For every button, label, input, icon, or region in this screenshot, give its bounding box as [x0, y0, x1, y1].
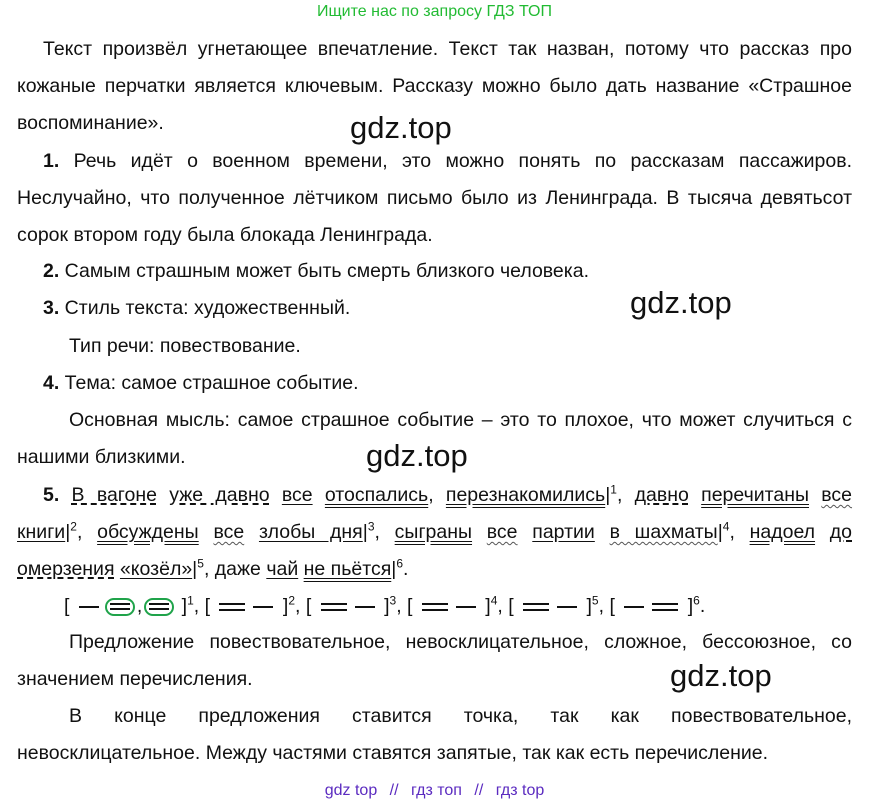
answer-4 [17, 365, 852, 402]
sentence-schema: [ , ]$^1$, [ ]$^2$, [ ]$^3$, [ ]$^4$, [ ]$^5$, [ ]$^6$. [64, 593, 706, 617]
schema-subject-line [624, 606, 644, 608]
schema-part-number: 1 [187, 593, 194, 608]
footer-link[interactable]: gdz top [324, 782, 378, 799]
answer-5-number: 5. [43, 484, 60, 506]
sentence-attribute: все [821, 484, 853, 506]
sentence-attribute: все [213, 521, 245, 543]
schema-bracket-close: ] [277, 595, 289, 617]
analysis-punctuation: В конце предложения ставится точка, так как повествовательное, невосклицательное. Между частями ставятся запятые, так как есть перечисление. [17, 705, 852, 764]
sentence-predicate: надоел [749, 521, 816, 543]
schema-predicate-line [219, 603, 245, 611]
schema-bracket-open: , [ [295, 595, 317, 617]
schema-bracket-open: , [ [497, 595, 520, 617]
part-number: 4 [722, 519, 730, 534]
sentence-separator: , [374, 521, 395, 543]
sentence-subject: все [281, 484, 313, 506]
part-marker: | [605, 484, 611, 506]
part-number: 5 [197, 556, 204, 571]
answer-1-text: Речь идёт о военном времени, это можно понять по рассказам пассажиров. Неслучайно, что полученное лётчиком письмо было из Ленинграда. В тысяча девятьсот сорок втором году была блокада Ленинграда. [17, 150, 852, 246]
sentence-predicate: перезнакомились [445, 484, 606, 506]
sentence-comma: , [428, 484, 434, 506]
part-number: 2 [70, 519, 77, 534]
schema-predicate-line [321, 603, 347, 611]
schema-predicate-line [422, 603, 448, 611]
answer-5-sentence [17, 477, 852, 588]
part-number: 1 [610, 482, 617, 497]
part-marker: | [717, 521, 723, 543]
part-marker: | [391, 558, 397, 580]
part-marker: | [65, 521, 71, 543]
answer-4-main-idea: Основная мысль: самое страшное событие – это то плохое, что может случиться с нашими близкими. [17, 409, 852, 468]
sentence-subject: злобы дня [258, 521, 363, 543]
schema-bracket-close: ] [581, 595, 592, 617]
analysis-type: Предложение повествовательное, невосклицательное, сложное, бессоюзное, со значением перечисления. [17, 631, 852, 690]
schema-predicate-oval [144, 598, 174, 616]
schema-bracket-close: ] [479, 595, 491, 617]
watermark: gdz.top [350, 110, 452, 145]
answer-4-text: Тема: самое страшное событие. [59, 372, 359, 394]
schema-bracket-close: ] [176, 595, 188, 617]
answer-2-number: 2. [43, 260, 60, 282]
sentence-predicate: не пьётся [303, 558, 392, 580]
footer-separator: // [389, 782, 399, 799]
sentence-subject: книги [17, 521, 66, 543]
schema-end: . [699, 595, 706, 617]
sentence-adverbial: до омерзения [17, 521, 853, 580]
schema-part-number: 2 [288, 593, 295, 608]
answer-2-text: Самым страшным может быть смерть близкого человека. [59, 260, 589, 282]
answer-3-number: 3. [43, 297, 60, 319]
schema-part-number: 3 [389, 593, 397, 608]
answer-4-number: 4. [43, 372, 60, 394]
part-number: 3 [367, 519, 375, 534]
watermark: gdz.top [366, 438, 468, 473]
schema-bracket-close: ] [378, 595, 390, 617]
top-banner[interactable]: Ищите нас по запросу ГДЗ ТОП [317, 3, 552, 20]
schema-bracket-close: ] [682, 595, 694, 617]
sentence-separator: , [616, 484, 635, 506]
sentence-separator: , даже [203, 558, 267, 580]
schema-subject-line [456, 606, 476, 608]
schema-predicate-oval [105, 598, 135, 616]
schema-predicate-line [652, 603, 678, 611]
answer-3-speech-type: Тип речи: повествование. [69, 335, 301, 357]
schema-part-number: 6 [693, 593, 700, 608]
schema-subject-line [79, 606, 99, 608]
footer-link[interactable]: гдз топ [411, 782, 462, 799]
sentence-predicate: сыграны [394, 521, 473, 543]
part-marker: | [362, 521, 368, 543]
sentence-adverbial: уже давно [169, 484, 270, 506]
sentence-predicate: отоспались [324, 484, 429, 506]
part-marker: | [192, 558, 198, 580]
schema-subject-line [253, 606, 273, 608]
footer-separator: // [474, 782, 484, 799]
answer-1 [17, 143, 852, 254]
sentence-attribute: в шахматы [609, 521, 718, 543]
schema-bracket-open: , [ [598, 595, 621, 617]
schema-subject-line [355, 606, 375, 608]
sentence-subject: «козёл» [119, 558, 193, 580]
schema-predicate-line [523, 603, 549, 611]
sentence-predicate: перечитаны [701, 484, 809, 506]
schema-subject-line [557, 606, 577, 608]
schema-part-number: 5 [591, 593, 599, 608]
part-number: 6 [396, 556, 404, 571]
watermark: gdz.top [630, 285, 732, 320]
sentence-separator: , [76, 521, 98, 543]
answer-3-text: Стиль текста: художественный. [59, 297, 351, 319]
sentence-adverbial: В вагоне [71, 484, 157, 506]
sentence-attribute: все [486, 521, 518, 543]
sentence-separator: , [729, 521, 750, 543]
sentence-predicate: обсуждены [97, 521, 199, 543]
watermark: gdz.top [670, 658, 772, 693]
schema-bracket-open: , [ [193, 595, 216, 617]
footer-link[interactable]: гдз top [495, 782, 545, 799]
intro-paragraph: Текст произвёл угнетающее впечатление. Текст так назван, потому что рассказ про кожаные перчатки является ключевым. Рассказу можно было дать название «Страшное воспоминание». [17, 38, 852, 134]
schema-part-number: 4 [490, 593, 498, 608]
sentence-end: . [403, 558, 409, 580]
answer-1-number: 1. [43, 150, 60, 172]
sentence-adverbial: давно [634, 484, 689, 506]
footer-links [0, 782, 869, 800]
schema-bracket-open: [ [64, 595, 75, 617]
schema-bracket-open: , [ [396, 595, 418, 617]
sentence-subject: чай [266, 558, 299, 580]
sentence-subject: партии [532, 521, 595, 543]
